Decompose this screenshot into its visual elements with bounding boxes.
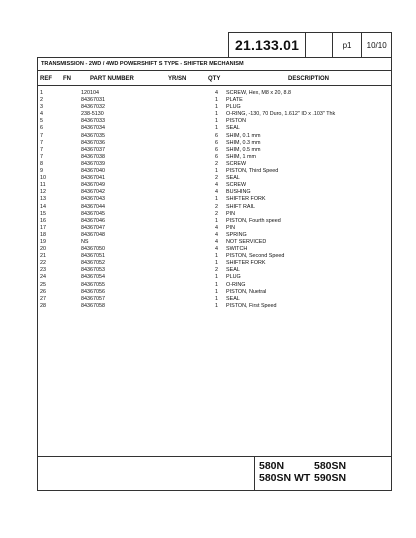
footer-divider: [254, 457, 255, 491]
page-id: p1: [333, 33, 363, 57]
column-qty: QTY: [208, 76, 221, 82]
part-number-cell: 84367057: [81, 295, 105, 302]
description-cell: SHIM, 0.3 mm: [226, 139, 261, 146]
part-number-cell: 84367042: [81, 189, 105, 196]
qty-cell: 4: [215, 231, 218, 238]
description-cell: PIN: [226, 224, 235, 231]
qty-cell: 6: [215, 132, 218, 139]
table-row: [38, 161, 391, 168]
part-number-cell: 84367038: [81, 153, 105, 160]
part-number-cell: 84367039: [81, 160, 105, 167]
footer: [38, 456, 391, 490]
description-cell: O-RING, -130, 70 Duro, 1.612" ID x .103" Thk: [226, 111, 336, 118]
qty-cell: 1: [215, 111, 218, 118]
qty-cell: 1: [215, 288, 218, 295]
part-number-cell: 84367043: [81, 196, 105, 203]
part-number-cell: 84367031: [81, 97, 105, 104]
table-row: [38, 296, 391, 303]
table-row: [38, 260, 391, 267]
table-row: [38, 239, 391, 246]
ref-cell: 22: [40, 260, 46, 267]
page-count: 10/10: [366, 40, 387, 50]
qty-cell: 2: [215, 210, 218, 217]
qty-cell: 1: [215, 281, 218, 288]
header-blank-cell: [306, 33, 333, 57]
ref-cell: 7: [40, 132, 43, 139]
qty-cell: 4: [215, 224, 218, 231]
part-number-cell: 84367035: [81, 132, 105, 139]
ref-cell: 7: [40, 146, 43, 153]
qty-cell: 2: [215, 175, 218, 182]
qty-cell: 1: [215, 253, 218, 260]
ref-cell: 1: [40, 90, 43, 96]
model-label: 580N: [259, 460, 285, 472]
table-row: [38, 125, 391, 132]
ref-cell: 4: [40, 111, 43, 118]
table-row: [38, 196, 391, 203]
ref-cell: 23: [40, 267, 46, 274]
description-cell: BUSHING: [226, 189, 251, 196]
description-cell: O-RING: [226, 281, 246, 288]
ref-cell: 7: [40, 139, 43, 146]
qty-cell: 1: [215, 168, 218, 175]
table-row: [38, 175, 391, 182]
part-number-cell: 84367056: [81, 288, 105, 295]
part-number-cell: 84367052: [81, 260, 105, 267]
ref-cell: 12: [40, 189, 46, 196]
ref-cell: 6: [40, 125, 43, 132]
part-number-cell: 84367051: [81, 253, 105, 260]
description-cell: SHIFTER FORK: [226, 260, 266, 267]
column-ref: REF: [40, 76, 52, 82]
qty-cell: 1: [215, 295, 218, 302]
section-title: TRANSMISSION - 2WD / 4WD POWERSHIFT S TYPE - SHIFTER MECHANISM: [38, 58, 391, 71]
description-cell: SEAL: [226, 267, 240, 274]
description-cell: PISTON, Fourth speed: [226, 217, 281, 224]
ref-cell: 19: [40, 238, 46, 245]
description-cell: SHIFT RAIL: [226, 203, 255, 210]
ref-cell: 28: [40, 302, 46, 309]
ref-cell: 26: [40, 288, 46, 295]
description-cell: PLUG: [226, 274, 241, 281]
part-number-cell: 84367053: [81, 267, 105, 274]
part-number-cell: 84367055: [81, 281, 105, 288]
qty-cell: 1: [215, 97, 218, 104]
qty-cell: 4: [215, 238, 218, 245]
table-row: [38, 267, 391, 274]
description-cell: SHIM, 1 mm: [226, 153, 256, 160]
ref-cell: 14: [40, 203, 46, 210]
table-row: [38, 182, 391, 189]
table-row: [38, 289, 391, 296]
table-row: [38, 104, 391, 111]
ref-cell: 21: [40, 253, 46, 260]
ref-cell: 7: [40, 153, 43, 160]
part-number-cell: 84367048: [81, 231, 105, 238]
part-number-cell: 84367054: [81, 274, 105, 281]
ref-cell: 18: [40, 231, 46, 238]
ref-cell: 10: [40, 175, 46, 182]
description-cell: PLUG: [226, 104, 241, 111]
table-row: [38, 218, 391, 225]
qty-cell: 4: [215, 182, 218, 189]
part-number-cell: 84367033: [81, 118, 105, 125]
ref-cell: 27: [40, 295, 46, 302]
table-row: [38, 97, 391, 104]
part-number-cell: 238-5130: [81, 111, 104, 118]
description-cell: PISTON: [226, 118, 246, 125]
ref-cell: 17: [40, 224, 46, 231]
table-row: [38, 204, 391, 211]
part-number-cell: 84367058: [81, 302, 105, 309]
ref-cell: 8: [40, 160, 43, 167]
table-row: [38, 232, 391, 239]
qty-cell: 2: [215, 160, 218, 167]
part-number-cell: 84367046: [81, 217, 105, 224]
part-number-cell: 84367034: [81, 125, 105, 132]
table-row: [38, 246, 391, 253]
qty-cell: 4: [215, 90, 218, 96]
part-number-cell: 84367036: [81, 139, 105, 146]
description-cell: PISTON, First Speed: [226, 302, 277, 309]
ref-cell: 11: [40, 182, 46, 189]
part-number-cell: 120104: [81, 90, 99, 96]
part-number-cell: 84367032: [81, 104, 105, 111]
table-row: [38, 282, 391, 289]
qty-cell: 1: [215, 118, 218, 125]
table-row: [38, 133, 391, 140]
part-number-cell: 84367044: [81, 203, 105, 210]
ref-cell: 25: [40, 281, 46, 288]
table-row: [38, 303, 391, 310]
qty-cell: 6: [215, 153, 218, 160]
description-cell: SEAL: [226, 175, 240, 182]
qty-cell: 1: [215, 104, 218, 111]
description-cell: SHIFTER FORK: [226, 196, 266, 203]
qty-cell: 1: [215, 302, 218, 309]
model-label: 590SN: [314, 472, 347, 484]
qty-cell: 6: [215, 139, 218, 146]
column-yr-sn: YR/SN: [168, 76, 187, 82]
description-cell: SEAL: [226, 125, 240, 132]
table-row: [38, 154, 391, 161]
table-row: [38, 225, 391, 232]
document-number: 21.133.01: [229, 33, 306, 57]
qty-cell: 4: [215, 189, 218, 196]
description-cell: PIN: [226, 210, 235, 217]
qty-cell: 1: [215, 260, 218, 267]
qty-cell: 1: [215, 125, 218, 132]
ref-cell: 2: [40, 97, 43, 104]
table-row: [38, 147, 391, 154]
part-number-cell: 84367037: [81, 146, 105, 153]
part-number-cell: 84367040: [81, 168, 105, 175]
qty-cell: 2: [215, 267, 218, 274]
column-part-number: PART NUMBER: [90, 76, 134, 82]
qty-cell: 4: [215, 246, 218, 253]
description-cell: PISTON, Third Speed: [226, 168, 279, 175]
description-cell: PISTON, Nuetral: [226, 288, 267, 295]
ref-cell: 24: [40, 274, 46, 281]
description-cell: SHIM, 0.1 mm: [226, 132, 261, 139]
part-number-cell: NS: [81, 238, 89, 245]
description-cell: SHIM, 0.5 mm: [226, 146, 261, 153]
table-row: [38, 274, 391, 281]
ref-cell: 9: [40, 168, 43, 175]
ref-cell: 3: [40, 104, 43, 111]
part-number-cell: 84367041: [81, 175, 105, 182]
column-description: DESCRIPTION: [288, 76, 330, 82]
qty-cell: 1: [215, 196, 218, 203]
ref-cell: 13: [40, 196, 46, 203]
description-cell: SPRING: [226, 231, 247, 238]
table-row: [38, 90, 391, 97]
part-number-cell: 84367049: [81, 182, 105, 189]
ref-cell: 20: [40, 246, 46, 253]
description-cell: SCREW, Hex, M8 x 20, 8.8: [226, 90, 292, 96]
description-cell: SWITCH: [226, 246, 248, 253]
part-number-cell: 84367045: [81, 210, 105, 217]
qty-cell: 1: [215, 217, 218, 224]
description-cell: SEAL: [226, 295, 240, 302]
column-header-row: [38, 72, 391, 86]
parts-list: [38, 90, 391, 310]
ref-cell: 16: [40, 217, 46, 224]
table-row: [38, 140, 391, 147]
description-cell: SCREW: [226, 160, 247, 167]
part-number-cell: 84367047: [81, 224, 105, 231]
column-fn: FN: [63, 76, 71, 82]
table-row: [38, 118, 391, 125]
model-label: 580SN: [314, 460, 347, 472]
description-cell: PISTON, Second Speed: [226, 253, 285, 260]
table-row: [38, 189, 391, 196]
table-row: [38, 211, 391, 218]
table-row: [38, 168, 391, 175]
description-cell: NOT SERVICED: [226, 238, 267, 245]
description-cell: SCREW: [226, 182, 247, 189]
qty-cell: 6: [215, 146, 218, 153]
table-row: [38, 253, 391, 260]
document-header: [228, 32, 392, 57]
qty-cell: 1: [215, 274, 218, 281]
model-label: 580SN WT: [259, 472, 311, 484]
description-cell: PLATE: [226, 97, 243, 104]
part-number-cell: 84367050: [81, 246, 105, 253]
ref-cell: 5: [40, 118, 43, 125]
table-row: [38, 111, 391, 118]
qty-cell: 2: [215, 203, 218, 210]
ref-cell: 15: [40, 210, 46, 217]
